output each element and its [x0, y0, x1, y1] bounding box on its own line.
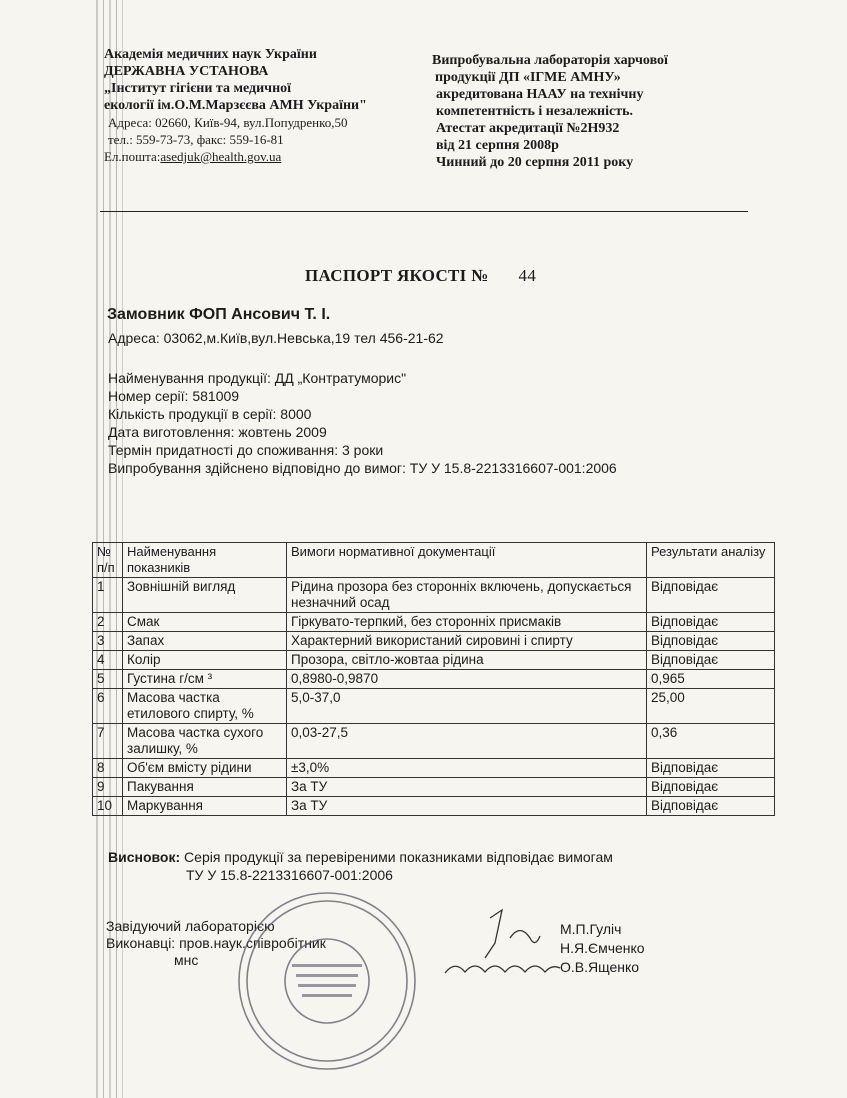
executors-label: Виконавці: пров.наук.співробітник	[106, 935, 326, 951]
cell-indicator: Об'єм вмісту рідини	[123, 759, 287, 778]
col-header-results: Результати аналізу	[647, 543, 775, 578]
handwritten-signatures	[440, 898, 590, 988]
conclusion-standard: ТУ У 15.8-2213316607-001:2006	[186, 867, 393, 883]
cell-result: Відповідає	[647, 797, 775, 816]
cell-result: Відповідає	[647, 613, 775, 632]
cell-requirement: 0,8980-0,9870	[287, 670, 647, 689]
institution-line: екології ім.О.М.Марзєєва АМН України"	[104, 98, 367, 113]
conclusion	[108, 848, 613, 884]
cell-indicator: Густина г/см ³	[123, 670, 287, 689]
quality-table	[92, 542, 775, 816]
institution-line: „Інститут гігієни та медичної	[104, 81, 292, 96]
col-header-requirements: Вимоги нормативної документації	[287, 543, 647, 578]
cell-requirement: 0,03-27,5	[287, 724, 647, 759]
cell-number: 1	[93, 578, 123, 613]
table-row	[93, 651, 775, 670]
conclusion-text: Серія продукції за перевіреними показниками відповідає вимогам	[184, 849, 613, 865]
lab-line: Чинний до 20 серпня 2011 року	[436, 155, 634, 170]
cell-result: Відповідає	[647, 632, 775, 651]
cell-result: 0,36	[647, 724, 775, 759]
email-link[interactable]: asedjuk@health.gov.ua	[160, 149, 282, 164]
title-text: ПАСПОРТ ЯКОСТІ №	[305, 266, 489, 285]
cell-requirement: Характерний використаний сировині і спирту	[287, 632, 647, 651]
table-row	[93, 797, 775, 816]
cell-result: 25,00	[647, 689, 775, 724]
cell-number: 8	[93, 759, 123, 778]
cell-indicator: Смак	[123, 613, 287, 632]
round-seal-stamp	[232, 886, 422, 1076]
product-date: Дата виготовлення: жовтень 2009	[108, 424, 327, 440]
cell-number: 5	[93, 670, 123, 689]
table-header-row	[93, 543, 775, 578]
institution-header	[104, 46, 424, 165]
product-standard: Випробування здійснено відповідно до вимог: ТУ У 15.8-2213316607-001:2006	[108, 460, 617, 476]
signatory-name: О.В.Ященко	[560, 959, 640, 975]
passport-number: 44	[518, 266, 537, 285]
cell-result: Відповідає	[647, 651, 775, 670]
cell-result: 0,965	[647, 670, 775, 689]
cell-number: 6	[93, 689, 123, 724]
table-row	[93, 759, 775, 778]
email-label: Ел.пошта:	[104, 149, 161, 164]
lab-line: Атестат акредитації №2Н932	[436, 121, 620, 136]
cell-number: 9	[93, 778, 123, 797]
product-quantity: Кількість продукції в серії: 8000	[108, 406, 312, 422]
institution-line: Академія медичних наук України	[104, 47, 317, 62]
cell-indicator: Пакування	[123, 778, 287, 797]
cell-number: 4	[93, 651, 123, 670]
product-series: Номер серії: 581009	[108, 388, 240, 404]
cell-requirement: За ТУ	[287, 797, 647, 816]
cell-indicator: Колір	[123, 651, 287, 670]
executor-role: мнс	[174, 952, 199, 968]
laboratory-header	[432, 52, 742, 171]
lab-line: компетентність і незалежність.	[436, 104, 634, 119]
cell-number: 10	[93, 797, 123, 816]
table-row	[93, 778, 775, 797]
cell-indicator: Масова частка етилового спирту, %	[123, 689, 287, 724]
cell-requirement: ±3,0%	[287, 759, 647, 778]
cell-requirement: Рідина прозора без сторонніх включень, допускається незначний осад	[287, 578, 647, 613]
table-row	[93, 689, 775, 724]
cell-indicator: Маркування	[123, 797, 287, 816]
lab-line: акредитована НААУ на технічну	[436, 87, 644, 102]
table-row	[93, 613, 775, 632]
cell-indicator: Запах	[123, 632, 287, 651]
table-row	[93, 724, 775, 759]
signatory-name: Н.Я.Ємченко	[560, 940, 645, 956]
cell-requirement: Гіркувато-терпкий, без сторонніх присмаків	[287, 613, 647, 632]
institution-email	[104, 148, 424, 165]
cell-number: 7	[93, 724, 123, 759]
cell-result: Відповідає	[647, 759, 775, 778]
lab-line: продукції ДП «ІГМЕ АМНУ»	[435, 70, 621, 85]
cell-requirement: Прозора, світло-жовтаа рідина	[287, 651, 647, 670]
institution-line: ДЕРЖАВНА УСТАНОВА	[104, 64, 269, 79]
cell-number: 2	[93, 613, 123, 632]
col-header-indicator: Найменування показників	[123, 543, 287, 578]
conclusion-label: Висновок:	[108, 849, 181, 865]
table-row	[93, 632, 775, 651]
product-name: Найменування продукції: ДД „Контратуморис"	[108, 370, 407, 386]
cell-requirement: За ТУ	[287, 778, 647, 797]
cell-number: 3	[93, 632, 123, 651]
header-divider	[100, 211, 748, 212]
cell-indicator: Зовнішній вигляд	[123, 578, 287, 613]
customer: Замовник ФОП Ансович Т. І.	[107, 306, 331, 323]
cell-requirement: 5,0-37,0	[287, 689, 647, 724]
signatory-name: М.П.Гуліч	[560, 921, 622, 937]
lab-line: від 21 серпня 2008р	[436, 138, 559, 153]
head-of-lab-label: Завідуючий лабораторією	[106, 918, 275, 934]
institution-address: Адреса: 02660, Київ-94, вул.Попудренко,50	[108, 115, 348, 130]
document-title	[305, 266, 536, 286]
cell-indicator: Масова частка сухого залишку, %	[123, 724, 287, 759]
cell-result: Відповідає	[647, 778, 775, 797]
table-row	[93, 670, 775, 689]
cell-result: Відповідає	[647, 578, 775, 613]
lab-line: Випробувальна лабораторія харчової	[432, 53, 668, 68]
product-shelf-life: Термін придатності до споживання: 3 роки	[108, 442, 384, 458]
col-header-number: № п/п	[93, 543, 123, 578]
institution-phones: тел.: 559-73-73, факс: 559-16-81	[108, 132, 284, 147]
table-row	[93, 578, 775, 613]
customer-address: Адреса: 03062,м.Київ,вул.Невська,19 тел 456-21-62	[108, 330, 444, 346]
table-body	[93, 578, 775, 816]
